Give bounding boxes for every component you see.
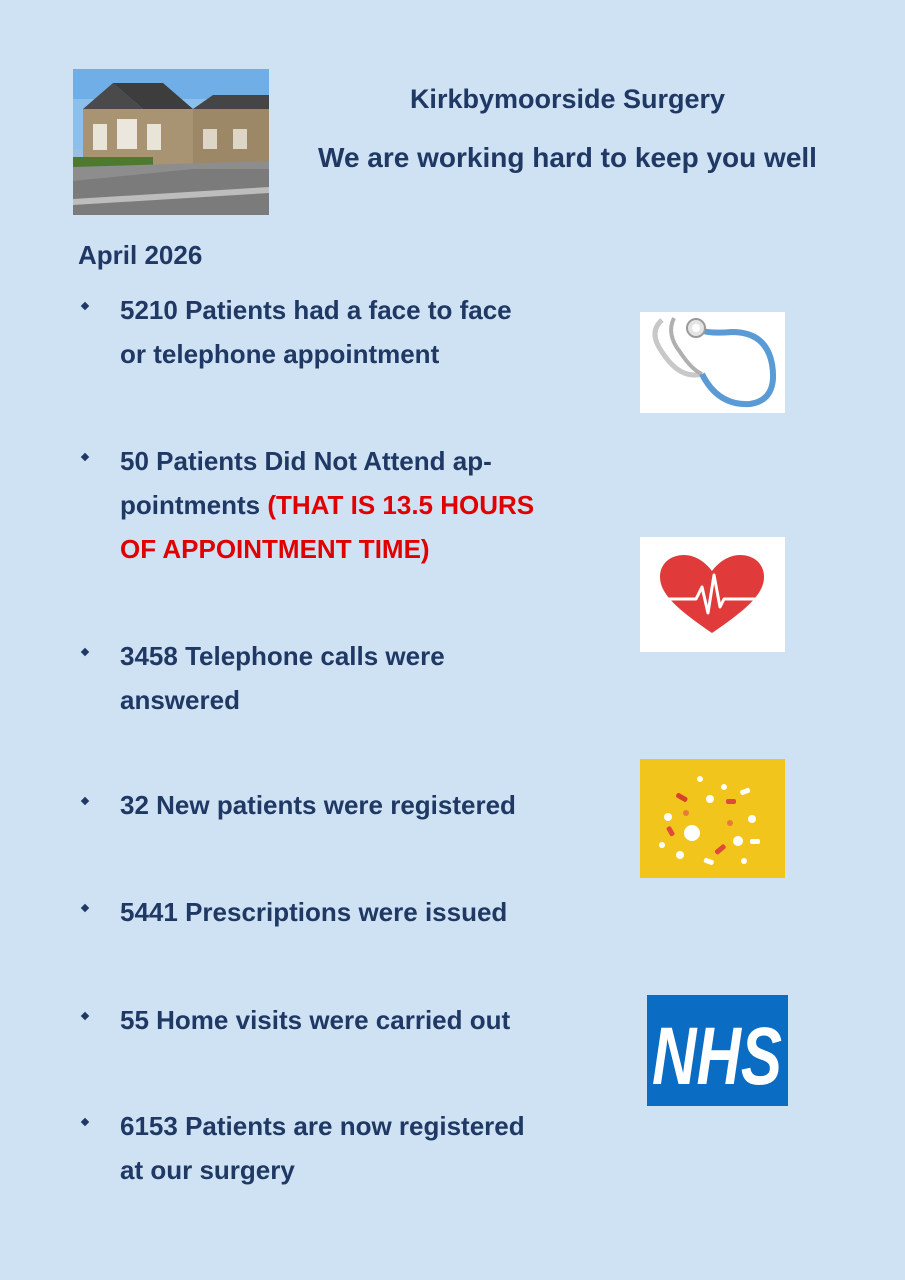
nhs-logo bbox=[647, 995, 788, 1106]
stat-telephone-calls: 3458 Telephone calls were answered bbox=[78, 634, 558, 722]
heartbeat-icon bbox=[640, 537, 785, 652]
stat-appointments: 5210 Patients had a face to face or telephone appointment bbox=[78, 288, 558, 376]
bullet-icon bbox=[81, 1012, 89, 1020]
stat-registered-patients: 6153 Patients are now registered at our surgery bbox=[78, 1104, 558, 1192]
bullet-icon bbox=[81, 797, 89, 805]
nhs-logo-text: NHS bbox=[652, 1011, 782, 1102]
bullet-icon bbox=[81, 1118, 89, 1126]
stat-new-patients: 32 New patients were registered bbox=[78, 783, 558, 827]
bullet-icon bbox=[81, 648, 89, 656]
bullet-icon bbox=[81, 302, 89, 310]
bullet-icon bbox=[81, 453, 89, 461]
stat-did-not-attend: 50 Patients Did Not Attend ap- pointments (THAT IS 13.5 HOURS OF APPOINTMENT TIME) bbox=[78, 439, 558, 571]
pills-icon bbox=[640, 759, 785, 878]
lost-time-warning: (THAT IS 13.5 HOURS bbox=[267, 490, 535, 520]
stat-prescriptions: 5441 Prescriptions were issued bbox=[78, 890, 558, 934]
surgery-building-photo bbox=[73, 69, 269, 215]
stethoscope-icon bbox=[640, 312, 785, 413]
report-month: April 2026 bbox=[78, 240, 203, 270]
tagline: We are working hard to keep you well bbox=[318, 142, 817, 173]
surgery-name: Kirkbymoorside Surgery bbox=[409, 84, 726, 114]
bullet-icon bbox=[81, 904, 89, 912]
stat-home-visits: 55 Home visits were carried out bbox=[78, 998, 558, 1042]
